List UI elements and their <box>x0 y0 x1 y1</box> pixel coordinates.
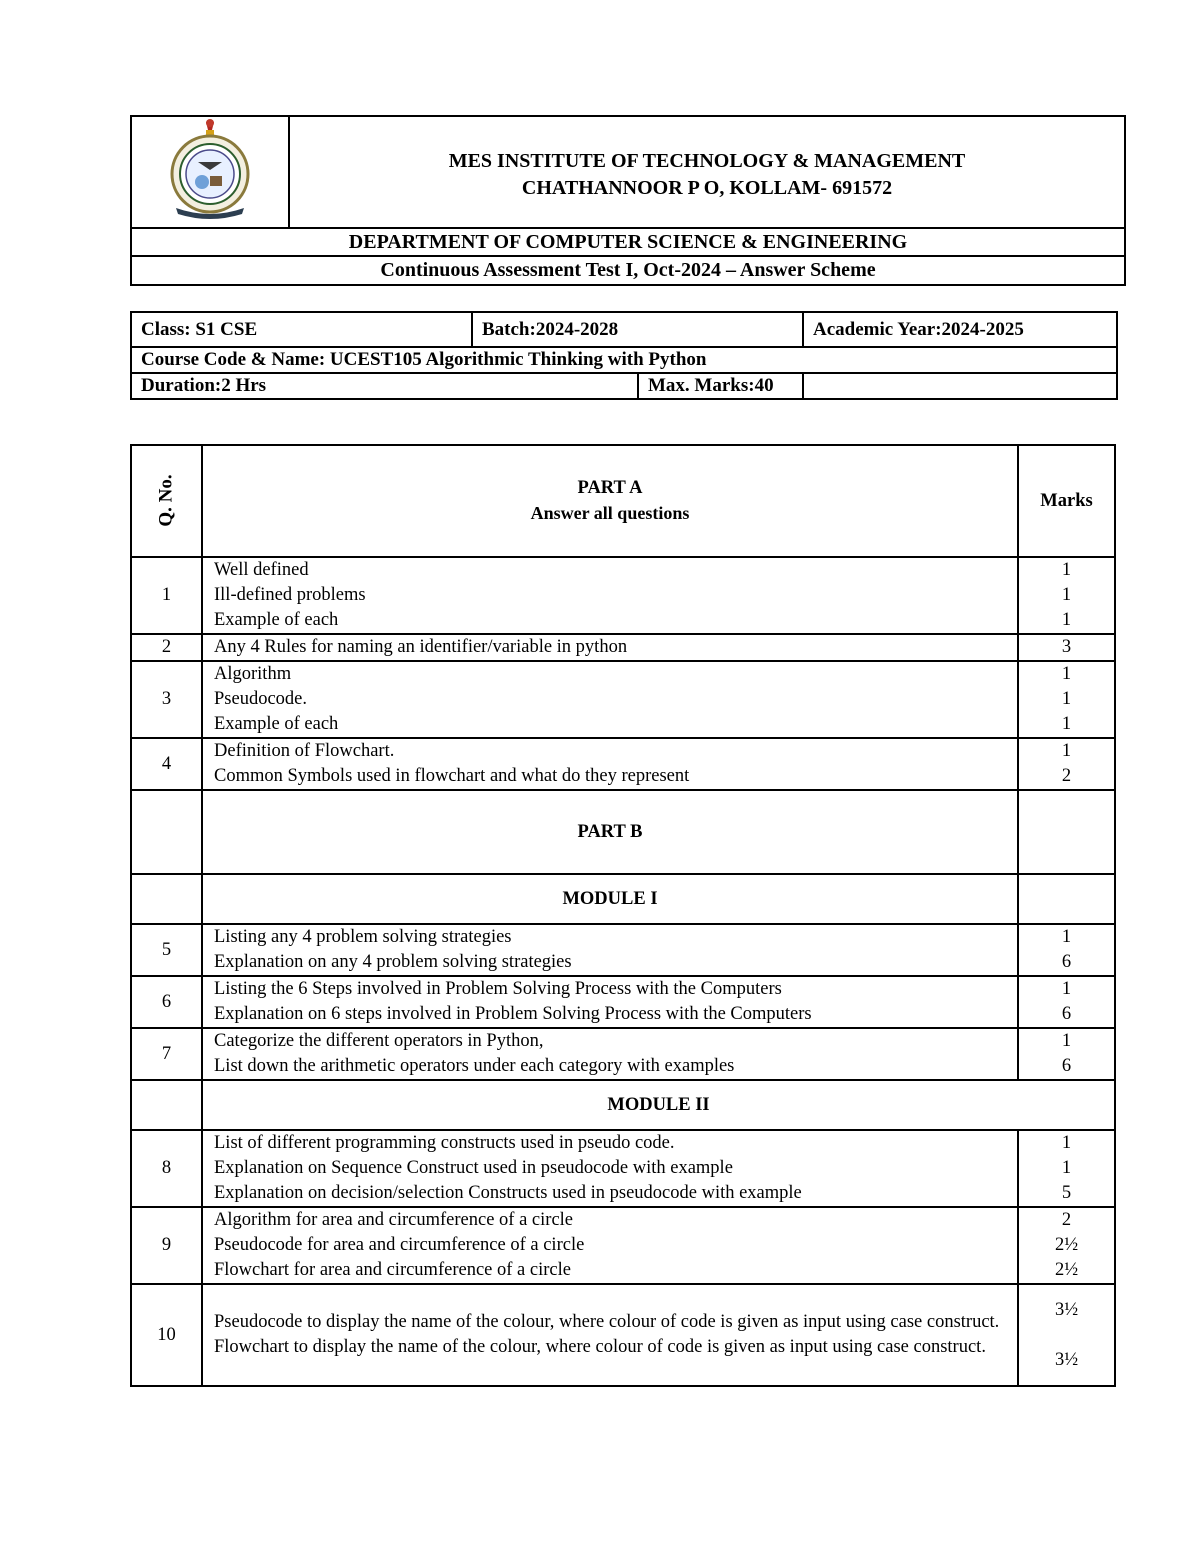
question-number: 6 <box>131 976 202 1028</box>
module-2-title: MODULE II <box>202 1080 1115 1130</box>
answer-point: Explanation on Sequence Construct used in pseudocode with example <box>214 1158 733 1178</box>
answer-point: Definition of Flowchart. <box>214 741 395 761</box>
college-emblem-icon <box>162 118 258 222</box>
part-a-subtitle: Answer all questions <box>530 503 690 523</box>
question-number: 9 <box>131 1207 202 1284</box>
mark-value: 1 <box>1061 979 1072 999</box>
table-row <box>131 661 1115 738</box>
exam-title: Continuous Assessment Test I, Oct-2024 – Answer Scheme <box>131 256 1125 285</box>
question-number: 10 <box>131 1284 202 1386</box>
table-row <box>131 1130 1115 1207</box>
qno-header-cell <box>131 445 202 557</box>
answer-point: Explanation on 6 steps involved in Problem Solving Process with the Computers <box>214 1004 812 1024</box>
mark-value: 6 <box>1061 1056 1072 1076</box>
answer-point: Algorithm <box>214 664 292 684</box>
answer-point: Common Symbols used in flowchart and what do they represent <box>214 766 690 786</box>
institute-name: MES INSTITUTE OF TECHNOLOGY & MANAGEMENT <box>448 150 966 172</box>
mark-value: 1 <box>1061 689 1072 709</box>
module-row <box>131 1080 1115 1130</box>
mark-value: 2 <box>1061 1210 1072 1230</box>
mark-value: 1 <box>1061 741 1072 761</box>
table-row <box>131 557 1115 634</box>
mark-value: 2½ <box>1054 1260 1079 1280</box>
mark-value: 1 <box>1061 560 1072 580</box>
part-b-row <box>131 790 1115 874</box>
part-a-header <box>202 445 1018 557</box>
mark-value: 3½ <box>1054 1350 1079 1370</box>
mark-value: 5 <box>1061 1183 1072 1203</box>
answer-point: Pseudocode. <box>214 689 307 709</box>
question-number: 1 <box>131 557 202 634</box>
academic-year-field: Academic Year:2024-2025 <box>803 312 1117 347</box>
answer-point: Example of each <box>214 714 339 734</box>
mark-value: 2 <box>1061 766 1072 786</box>
mark-value: 2½ <box>1054 1235 1079 1255</box>
table-row <box>131 738 1115 790</box>
mark-value: 1 <box>1061 714 1072 734</box>
course-info-table <box>130 311 1118 400</box>
table-row <box>131 1207 1115 1284</box>
marks-header: Marks <box>1018 445 1115 557</box>
mark-value: 1 <box>1061 927 1072 947</box>
qno-header: Q. No. <box>156 474 177 527</box>
course-field: Course Code & Name: UCEST105 Algorithmic Thinking with Python <box>131 347 1117 373</box>
answer-point: Flowchart for area and circumference of a circle <box>214 1260 571 1280</box>
max-marks-field: Max. Marks:40 <box>648 375 774 396</box>
table-row <box>131 976 1115 1028</box>
mark-value: 1 <box>1061 585 1072 605</box>
question-number: 8 <box>131 1130 202 1207</box>
table-row <box>131 634 1115 661</box>
answer-point: Explanation on any 4 problem solving strategies <box>214 952 572 972</box>
part-a-title: PART A <box>577 478 643 498</box>
mark-value: 1 <box>1061 1158 1072 1178</box>
answer-point: List of different programming constructs used in pseudo code. <box>214 1133 675 1153</box>
answer-point: Flowchart to display the name of the colour, where colour of code is given as input using case construct. <box>214 1337 986 1357</box>
mark-value: 1 <box>1061 1031 1072 1051</box>
header-table <box>130 115 1126 286</box>
mark-value: 1 <box>1061 610 1072 630</box>
question-number: 4 <box>131 738 202 790</box>
mark-value: 1 <box>1061 664 1072 684</box>
answer-point: Pseudocode to display the name of the colour, where colour of code is given as input using case construct. <box>214 1312 1000 1332</box>
table-row <box>131 1284 1115 1386</box>
table-row <box>131 924 1115 976</box>
institute-address: CHATHANNOOR P O, KOLLAM- 691572 <box>521 177 893 199</box>
mark-value: 3½ <box>1054 1300 1079 1320</box>
question-number: 7 <box>131 1028 202 1080</box>
answer-point: Pseudocode for area and circumference of a circle <box>214 1235 585 1255</box>
logo-cell <box>131 116 289 228</box>
mark-value: 6 <box>1061 1004 1072 1024</box>
answer-point: Example of each <box>214 610 339 630</box>
answer-point: Explanation on decision/selection Constructs used in pseudocode with example <box>214 1183 802 1203</box>
mark-value: 6 <box>1061 952 1072 972</box>
department-title: DEPARTMENT OF COMPUTER SCIENCE & ENGINEERING <box>131 228 1125 256</box>
mark-value: 3 <box>1018 634 1115 661</box>
part-b-title: PART B <box>202 790 1018 874</box>
institute-cell <box>289 116 1125 228</box>
answer-point: Well defined <box>214 560 309 580</box>
question-number: 5 <box>131 924 202 976</box>
class-field: Class: S1 CSE <box>131 312 472 347</box>
answer-point: List down the arithmetic operators under each category with examples <box>214 1056 735 1076</box>
answer-point: Categorize the different operators in Python, <box>214 1031 544 1051</box>
questions-table <box>130 444 1116 1387</box>
module-1-title: MODULE I <box>202 874 1018 924</box>
duration-field: Duration:2 Hrs <box>132 374 638 398</box>
question-number: 2 <box>131 634 202 661</box>
batch-field: Batch:2024-2028 <box>472 312 803 347</box>
mark-value: 1 <box>1061 1133 1072 1153</box>
answer-point: Algorithm for area and circumference of a circle <box>214 1210 574 1230</box>
answer-point: Listing the 6 Steps involved in Problem Solving Process with the Computers <box>214 979 782 999</box>
question-number: 3 <box>131 661 202 738</box>
module-row <box>131 874 1115 924</box>
answer-point: Ill-defined problems <box>214 585 366 605</box>
answer-point: Any 4 Rules for naming an identifier/variable in python <box>202 634 1018 661</box>
table-row <box>131 1028 1115 1080</box>
answer-point: Listing any 4 problem solving strategies <box>214 927 512 947</box>
